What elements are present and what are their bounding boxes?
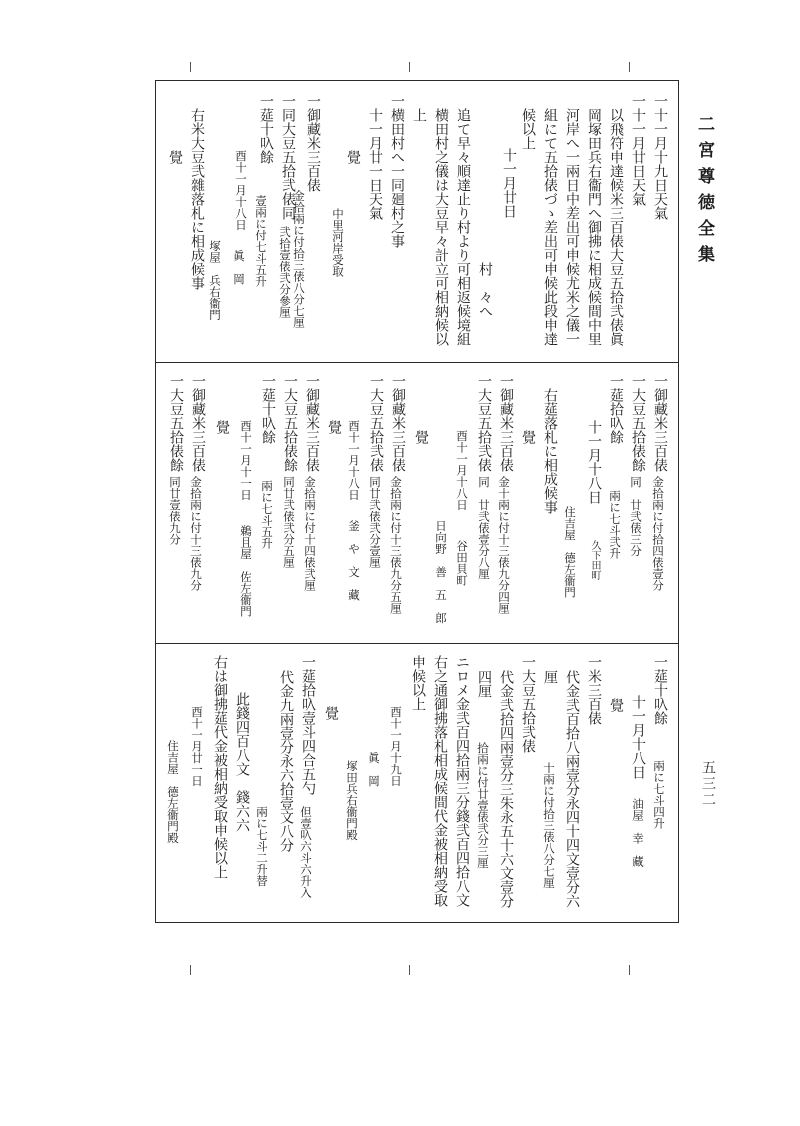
price-line: 拾兩に付廿壹俵弐分三厘 (476, 742, 490, 869)
heading-oboe: 覺 (608, 698, 624, 712)
price-line: 壹兩に付七斗五升 (254, 195, 268, 287)
heading-oboe: 覺 (323, 706, 339, 720)
text-column: 右米大豆弐雜落札に相成候事 (189, 108, 205, 290)
text-column: 此錢四百八文 錢六六 (234, 692, 250, 832)
price-line: 同廿弐俵弐分壹厘 (368, 476, 382, 568)
text-column: 以飛符申達候米三百俵大豆五拾弐俵眞 (608, 108, 624, 346)
date-line: 酉十一月十八日 (347, 420, 361, 501)
item-line: 一莚十叺餘 (652, 655, 668, 725)
text-column: 申候以上 (410, 655, 426, 711)
merchant-line: 釜 や 文 藏 (347, 520, 361, 601)
heading-oboe: 覺 (413, 430, 429, 444)
place-line: 谷田貝町 (455, 540, 469, 586)
price-line: 金拾兩に付拾四俵壹分 (651, 476, 665, 591)
price-line: 兩に七斗四升 (652, 760, 666, 829)
text-column: 岡塚田兵右衞門へ御拂に相成候間中里 (586, 108, 602, 346)
text-column: 右莚落札に相成候事 (542, 388, 558, 514)
date-line: 酉十一月十八日 (455, 430, 469, 511)
item-line: 一莚十叺餘 (258, 94, 274, 164)
item-line: 一同大豆五拾弐俵同 (280, 94, 296, 220)
price-line: 同廿弐俵弐分五厘 (282, 476, 296, 568)
merchant-line: 日向野 善 五 郎 (434, 520, 448, 624)
heading-oboe: 覺 (520, 430, 536, 444)
item-line: 一大豆五拾弐俵 (520, 655, 536, 753)
page-number: 五三二 (700, 760, 716, 808)
date-line: 酉十一月十八日 (234, 150, 248, 231)
text-column: 一十一月十九日天氣 (652, 94, 668, 220)
addressee: 村 々へ (477, 262, 493, 318)
text-column: 候以上 (520, 108, 536, 150)
price-line: 弐拾壹俵弐分參厘 (278, 226, 292, 318)
item-line: 一御藏米三百俵 (390, 374, 406, 472)
text-column: 代金弐拾四兩壹分三朱永五十六文壹分 (498, 670, 514, 908)
price-line: 金拾兩に付拾三俵八分七厘 (292, 190, 306, 328)
addressee: 住吉屋 德左衞門殿 (166, 740, 180, 844)
text-column: 上 (411, 108, 427, 122)
text-column: 厘 (542, 670, 558, 684)
addressee: 塚田兵右衞門殿 (345, 760, 359, 841)
date-line: 酉十一月廿一日 (190, 706, 204, 787)
item-line: 一大豆五拾俵餘 (168, 374, 184, 472)
item-line: 一大豆五拾弐俵 (368, 374, 384, 472)
item-line: 一御藏米三百俵 (305, 94, 321, 192)
place-line: 久下田町 (589, 540, 600, 580)
price-line: 同 廿弐俵三分 (629, 476, 643, 557)
text-column: ニロメ金弐百四拾兩三分錢弐百四拾八文 (454, 655, 470, 907)
book-title: 二宮尊徳全集 (694, 115, 714, 271)
item-line: 一御藏米三百俵 (498, 374, 514, 472)
merchant-line: 住吉屋 德左衞門 (563, 506, 577, 598)
heading-oboe: 覺 (214, 420, 230, 434)
item-line: 一御藏米三百俵 (190, 374, 206, 472)
text-column: 右之通御拂落札相成候間代金被相納受取 (432, 655, 448, 907)
crop-mark (190, 965, 191, 975)
text-column: 代金九兩壹分永六拾壹文八分 (278, 670, 294, 852)
price-line: 但壹叺六斗六升入 (299, 806, 313, 898)
text-column: 組にて五拾俵づゝ差出可申候此段申達 (542, 108, 558, 346)
item-line: 一米三百俵 (586, 655, 602, 725)
crop-mark (409, 965, 410, 975)
price-line: 金拾兩に付十三俵九分五厘 (389, 476, 403, 614)
text-column: 追て早々順達止り村より可相返候境組 (455, 108, 471, 346)
date-line: 酉十一月十九日 (389, 706, 403, 787)
date-line: 十一月十八日 (630, 695, 646, 779)
price-line: 十兩に付拾三俵八分七厘 (542, 762, 556, 889)
text-column: 河岸へ一兩日中差出可申候尤米之儀一 (564, 108, 580, 346)
crop-mark (629, 965, 630, 975)
text-column: 代金弐百拾八兩壹分永四十四文壹分六 (564, 670, 580, 908)
date-line: 十一月廿日 (501, 148, 517, 218)
crop-mark (190, 62, 191, 72)
price-line: 金拾兩に付十三俵九分 (189, 476, 203, 591)
heading-oboe: 覺 (326, 420, 342, 434)
text-column: 一十一月廿日天氣 (630, 94, 646, 206)
item-line: 一御藏米三百俵 (304, 374, 320, 472)
merchant-line: 油屋 幸 藏 (631, 798, 645, 867)
crop-mark (409, 62, 410, 72)
price-line: 金拾兩に付十四俵弐厘 (303, 476, 317, 591)
text-column: 一横田村へ一同廻村之事 (389, 94, 405, 248)
item-line: 一莚拾叺餘 (608, 374, 624, 444)
receipt-place: 中里河岸受取 (331, 208, 345, 277)
text-column: 四厘 (476, 670, 492, 698)
item-line: 一大豆五拾俵餘 (630, 374, 646, 472)
merchant-line: 塚屋 兵右衞門 (208, 240, 222, 321)
merchant-line: 鵜且屋 佐左衞門 (239, 525, 253, 617)
price-line: 兩に七斗五升 (260, 480, 274, 549)
price-line: 金十兩に付十三俵九分四厘 (497, 476, 511, 614)
date-line: 酉十一月十一日 (239, 420, 253, 501)
price-line: 同 廿弐俵壹分八厘 (477, 476, 491, 580)
place-line: 眞 岡 (367, 752, 381, 787)
panel-divider (155, 643, 679, 644)
text-column: 右は御拂莚代金被相納受取申候以上 (212, 655, 228, 879)
date-line: 十一月廿一日天氣 (367, 108, 383, 220)
panel-divider (155, 362, 679, 363)
text-column: 横田村之儀は大豆早々計立可相納候以 (433, 108, 449, 346)
item-line: 一莚十叺餘 (260, 374, 276, 444)
item-line: 一大豆五拾俵餘 (282, 374, 298, 472)
item-line: 一大豆五拾弐俵 (476, 374, 492, 472)
heading-oboe: 覺 (167, 150, 183, 164)
item-line: 一御藏米三百俵 (652, 374, 668, 472)
crop-mark (629, 62, 630, 72)
heading-oboe: 覺 (345, 150, 361, 164)
date-line: 十一月十八日 (586, 420, 602, 504)
place-line: 眞 岡 (232, 250, 246, 285)
price-line: 同廿壹俵九分 (168, 476, 182, 545)
item-line: 一莚拾叺壹斗四合五勺 (300, 655, 316, 795)
price-line: 兩に七斗二升替 (255, 806, 269, 887)
price-line: 兩に七斗弐升 (608, 490, 622, 559)
